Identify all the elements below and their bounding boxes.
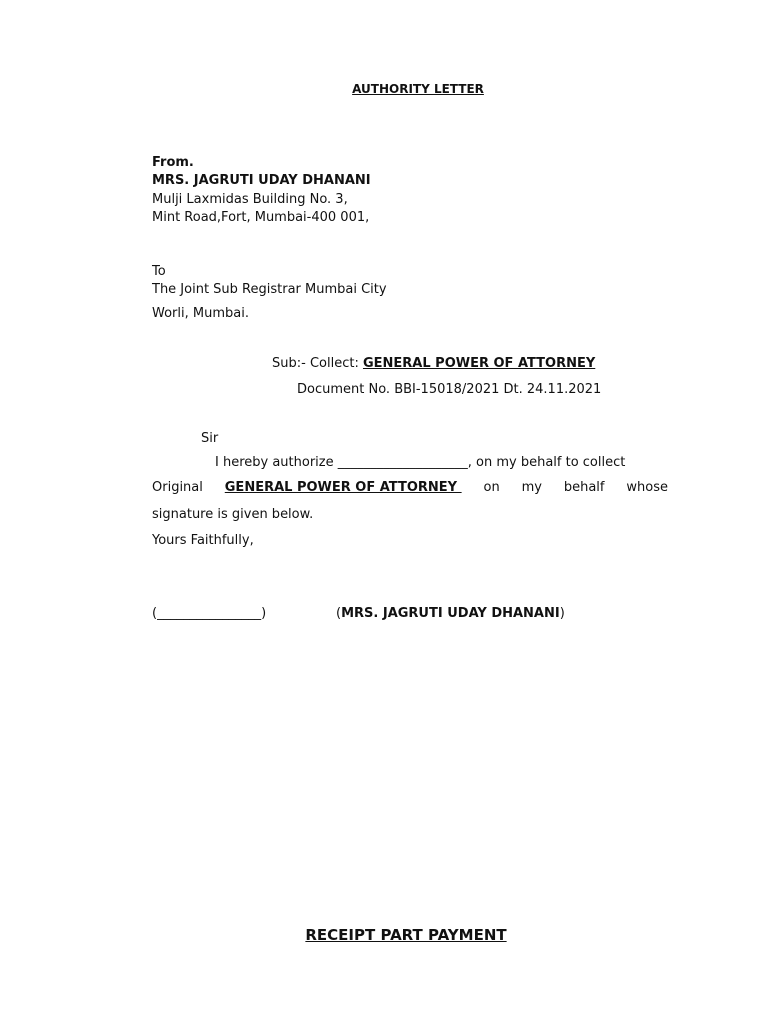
signature-blank: (________________) (152, 606, 267, 621)
to-line-1: The Joint Sub Registrar Mumbai City (152, 282, 387, 297)
to-line-2: Worli, Mumbai. (152, 306, 249, 321)
body-word: behalf (563, 480, 605, 495)
to-label: To (152, 264, 166, 279)
signatory-name-line (336, 606, 565, 622)
body-word: whose (626, 480, 668, 495)
body-word: my (521, 480, 542, 495)
body-document-name: GENERAL POWER OF ATTORNEY (224, 480, 462, 495)
body-line-2 (152, 480, 668, 496)
subject-line (272, 356, 595, 372)
from-address-line-2: Mint Road,Fort, Mumbai-400 001, (152, 210, 370, 225)
salutation: Sir (201, 431, 219, 446)
signatory-open-paren: ( (336, 606, 342, 621)
from-label: From. (152, 155, 194, 170)
from-name: MRS. JAGRUTI UDAY DHANANI (152, 173, 371, 188)
subject-prefix: Sub:- Collect: (272, 356, 363, 371)
receipt-title: RECEIPT PART PAYMENT (305, 926, 507, 944)
body-line-1: I hereby authorize ____________________, on my behalf to collect (215, 455, 626, 470)
from-address-line-1: Mulji Laxmidas Building No. 3, (152, 192, 348, 207)
body-line-3: signature is given below. (152, 507, 314, 522)
body-word: Original (152, 480, 203, 495)
closing: Yours Faithfully, (152, 533, 254, 548)
signatory-name: MRS. JAGRUTI UDAY DHANANI (341, 606, 560, 621)
body-word: on (483, 480, 500, 495)
subject-document: GENERAL POWER OF ATTORNEY (362, 356, 596, 371)
letter-title: AUTHORITY LETTER (352, 82, 484, 96)
signatory-close-paren: ) (559, 606, 565, 621)
document-reference: Document No. BBI-15018/2021 Dt. 24.11.2021 (297, 382, 602, 397)
